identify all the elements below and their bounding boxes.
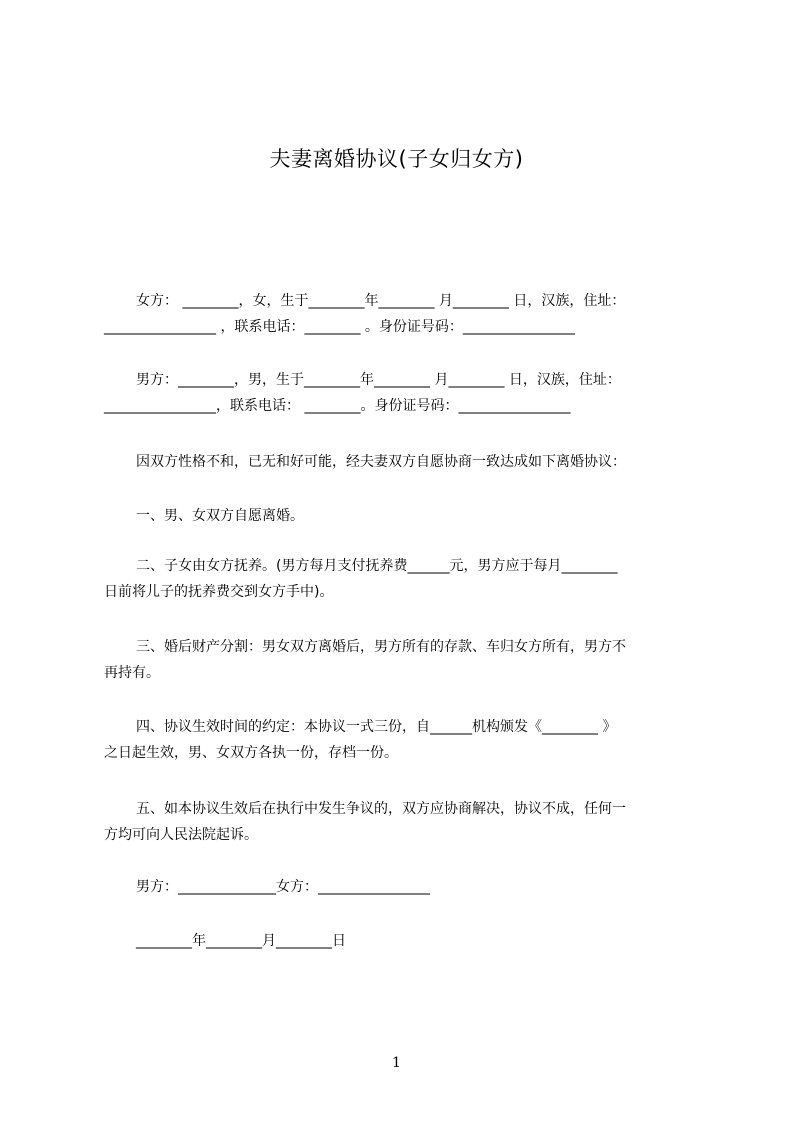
clause-2-line-1: 二、子女由女方抚养。(男方每月支付抚养费______元，男方应于每月________ bbox=[136, 558, 618, 574]
signature-line: 男方：______________女方：________________ bbox=[136, 879, 430, 895]
female-party-info bbox=[104, 288, 704, 340]
date-line: ________年________月________日 bbox=[136, 933, 346, 949]
clause-4-line-2: 之日起生效，男、女双方各执一份，存档一份。 bbox=[104, 745, 398, 761]
preamble bbox=[104, 449, 704, 475]
date-block bbox=[104, 928, 704, 954]
male-party-info bbox=[104, 367, 704, 419]
clause-3-line-1: 三、婚后财产分割：男女双方离婚后，男方所有的存款、车归女方所有，男方不 bbox=[136, 639, 626, 655]
clause-5-line-1: 五、如本协议生效后在执行中发生争议的，双方应协商解决，协议不成，任何一 bbox=[136, 801, 626, 817]
female-party-line-1: 女方： ________，女，生于________年________ 月________ 日，汉族，住址： bbox=[136, 293, 626, 309]
clause-4 bbox=[104, 714, 704, 766]
preamble-text: 因双方性格不和，已无和好可能，经夫妻双方自愿协商一致达成如下离婚协议： bbox=[136, 454, 626, 470]
clause-3-line-2: 再持有。 bbox=[104, 665, 160, 681]
clause-5-line-2: 方均可向人民法院起诉。 bbox=[104, 827, 258, 843]
clause-2-line-2: 日前将儿子的抚养费交到女方手中)。 bbox=[104, 584, 334, 600]
document-title: 夫妻离婚协议(子女归女方) bbox=[269, 147, 524, 171]
male-party-line-1: 男方：________，男，生于________年________ 月________ 日，汉族，住址： bbox=[136, 372, 621, 388]
clause-4-line-1: 四、协议生效时间的约定：本协议一式三份，自______机构颁发《________ 》 bbox=[136, 719, 617, 735]
clause-1 bbox=[104, 503, 704, 529]
clause-2 bbox=[104, 553, 704, 605]
clause-5 bbox=[104, 796, 704, 848]
signature-block bbox=[104, 874, 704, 900]
clause-1-line-1: 一、男、女双方自愿离婚。 bbox=[136, 508, 304, 524]
female-party-line-2: ________________ ，联系电话：________ 。身份证号码：________________ bbox=[104, 319, 575, 335]
page-number: 1 bbox=[392, 1055, 401, 1071]
clause-3 bbox=[104, 634, 704, 686]
male-party-line-2: ________________，联系电话： ________。身份证号码：________________ bbox=[104, 398, 571, 414]
